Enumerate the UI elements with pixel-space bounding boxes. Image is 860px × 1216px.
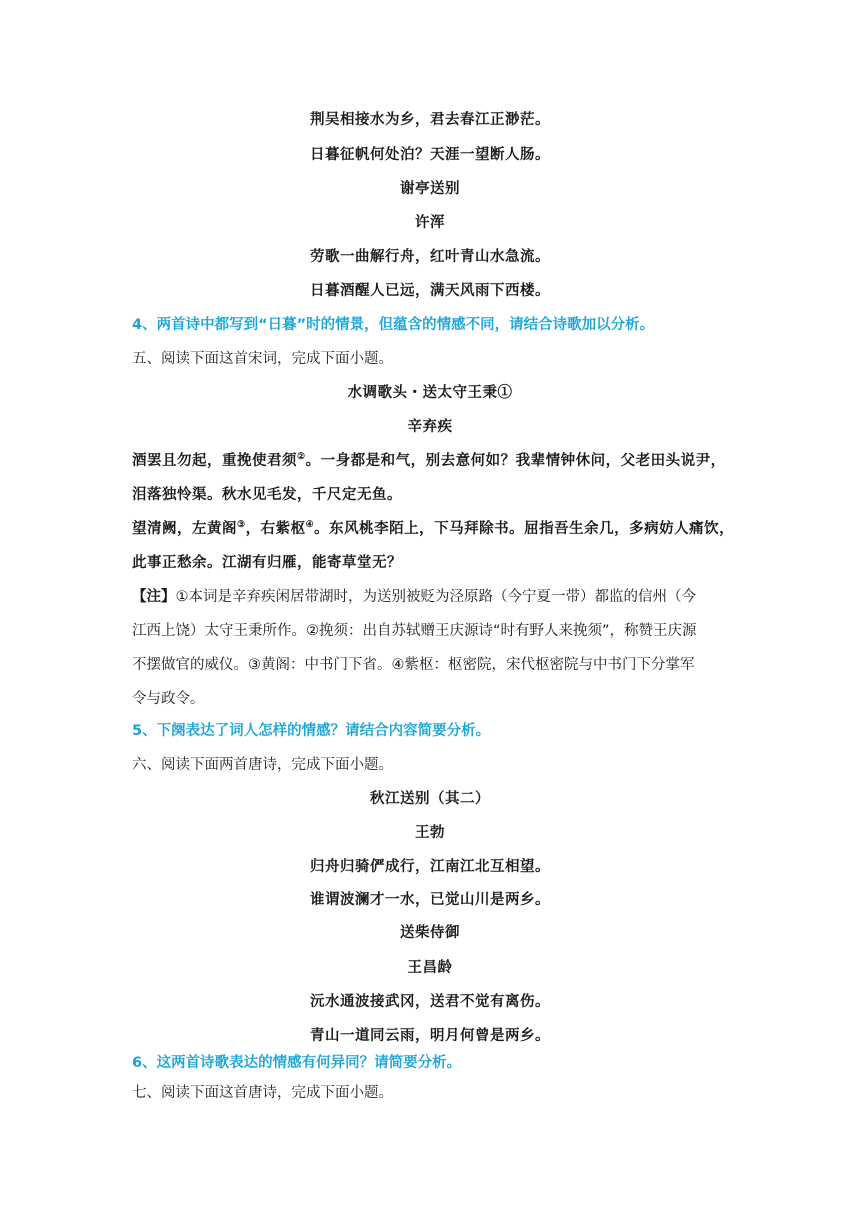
ci-line: 泪落独怜渠。秋水见毛发，千尺定无鱼。 xyxy=(132,486,402,503)
poem-author: 许浑 xyxy=(415,214,445,231)
annotation-line: 【注】①本词是辛弃疾闲居带湖时，为送别被贬为泾原路（今宁夏一带）都监的信州（今 xyxy=(132,589,696,605)
poem-line: 沅水通波接武冈，送君不觉有离伤。 xyxy=(310,993,550,1010)
annotation-line: 令与政令。 xyxy=(132,691,205,707)
poem-author: 王勃 xyxy=(415,824,445,841)
poem-author: 王昌龄 xyxy=(407,959,453,976)
ci-line: 酒罢且勿起，重挽使君须②。一身都是和气，别去意何如？我辈情钟休问，父老田头说尹， xyxy=(132,452,726,469)
poem-line: 青山一道同云雨，明月何曾是两乡。 xyxy=(310,1027,550,1044)
footnote-mark: ④ xyxy=(305,520,315,531)
footnote-mark: ② xyxy=(297,452,306,463)
ci-author: 辛弃疾 xyxy=(407,418,453,435)
question-6: 6、这两首诗歌表达的情感有何异同？请简要分析。 xyxy=(132,1055,462,1071)
question-4: 4、两首诗中都写到“日暮”时的情景，但蕴含的情感不同，请结合诗歌加以分析。 xyxy=(132,317,655,333)
poem-line: 荆吴相接水为乡，君去春江正渺茫。 xyxy=(310,111,550,128)
poem-line: 归舟归骑俨成行，江南江北互相望。 xyxy=(310,858,550,875)
footnote-mark: ③ xyxy=(237,520,246,531)
poem-line: 劳歌一曲解行舟，红叶青山水急流。 xyxy=(310,248,550,265)
annotation-line: 江西上饶）太守王秉所作。②挽须：出自苏轼赠王庆源诗“时有野人来挽须”，称赞王庆源 xyxy=(132,623,697,639)
poem-line: 日暮酒醒人已远，满天风雨下西楼。 xyxy=(310,282,550,299)
section-7-heading: 七、阅读下面这首唐诗，完成下面小题。 xyxy=(132,1085,393,1101)
ci-title: 水调歌头・送太守王秉① xyxy=(347,384,513,401)
section-5-heading: 五、阅读下面这首宋词，完成下面小题。 xyxy=(132,351,393,367)
annotation-line: 不摆做官的威仪。③黄阁：中书门下省。④紫枢：枢密院，宋代枢密院与中书门下分掌军 xyxy=(132,657,695,673)
ci-line: 望清阙，左黄阁③，右紫枢④。东风桃李陌上，下马拜除书。屈指吾生余几，多病妨人痛饮， xyxy=(132,520,735,537)
poem-line: 谁谓波澜才一水，已觉山川是两乡。 xyxy=(310,891,550,908)
poem-title: 谢亭送别 xyxy=(400,180,460,197)
ci-line: 此事正愁余。江湖有归雁，能寄草堂无？ xyxy=(132,554,402,571)
poem-title: 秋江送别（其二） xyxy=(370,790,490,807)
poem-line: 日暮征帆何处泊？天涯一望断人肠。 xyxy=(310,146,550,163)
section-6-heading: 六、阅读下面两首唐诗，完成下面小题。 xyxy=(132,757,393,773)
poem-title: 送柴侍御 xyxy=(400,924,460,941)
question-5: 5、下阕表达了词人怎样的情感？请结合内容简要分析。 xyxy=(132,723,491,739)
